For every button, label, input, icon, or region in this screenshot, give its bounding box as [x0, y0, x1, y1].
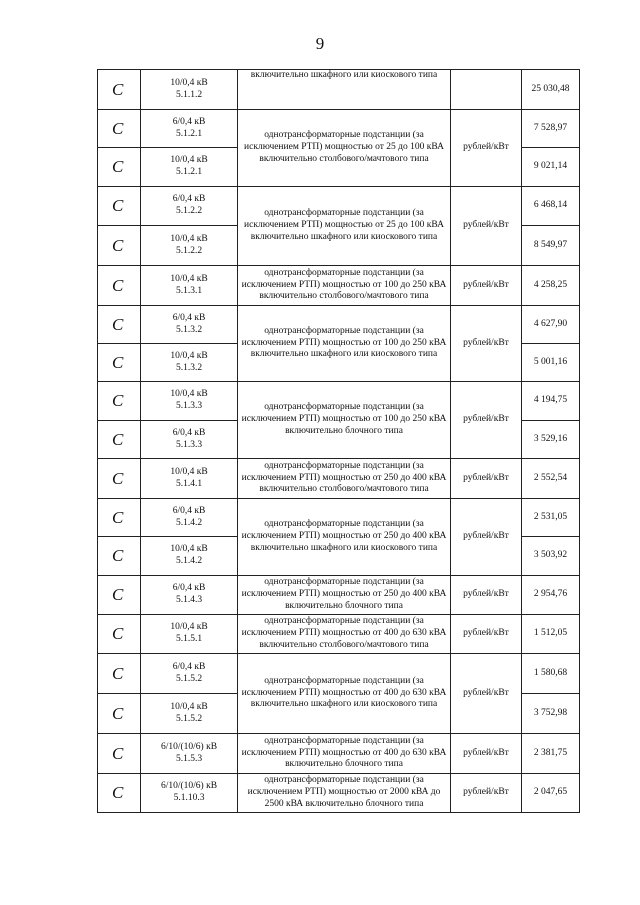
code-cell: 10/0,4 кВ 5.1.4.1	[141, 459, 238, 499]
value-cell: 9 021,14	[522, 148, 580, 187]
value-cell: 4 258,25	[522, 266, 580, 306]
value-cell: 2 531,05	[522, 499, 580, 537]
category-cell: C	[98, 537, 141, 576]
value-cell: 3 529,16	[522, 421, 580, 459]
unit-cell: рублей/кВт	[451, 187, 522, 266]
code-cell: 6/0,4 кВ 5.1.4.2	[141, 499, 238, 537]
description-cell: однотрансформаторные подстанции (за исключением РТП) мощностью от 100 до 250 кВА включительно блочного типа	[238, 382, 451, 459]
value-cell: 2 954,76	[522, 576, 580, 615]
table-row	[98, 382, 580, 421]
category-cell: C	[98, 226, 141, 266]
category-cell: C	[98, 615, 141, 654]
code-cell: 10/0,4 кВ 5.1.2.2	[141, 226, 238, 266]
code-cell: 6/10/(10/6) кВ 5.1.10.3	[141, 774, 238, 813]
code-cell: 10/0,4 кВ 5.1.3.3	[141, 382, 238, 421]
table-row	[98, 70, 580, 110]
description-cell: однотрансформаторные подстанции (за исключением РТП) мощностью от 400 до 630 кВА включительно блочного типа	[238, 734, 451, 774]
code-cell: 6/0,4 кВ 5.1.3.2	[141, 306, 238, 344]
description-cell: однотрансформаторные подстанции (за исключением РТП) мощностью от 25 до 100 кВА включительно столбового/мачтового типа	[238, 110, 451, 187]
code-cell: 10/0,4 кВ 5.1.4.2	[141, 537, 238, 576]
description-cell: включительно шкафного или киоскового типа	[238, 70, 451, 110]
category-cell: C	[98, 382, 141, 421]
table-row	[98, 615, 580, 654]
category-cell: C	[98, 774, 141, 813]
value-cell: 1 580,68	[522, 654, 580, 694]
value-cell: 2 552,54	[522, 459, 580, 499]
unit-cell: рублей/кВт	[451, 306, 522, 382]
description-cell: однотрансформаторные подстанции (за исключением РТП) мощностью от 100 до 250 кВА включительно шкафного или киоскового типа	[238, 306, 451, 382]
code-cell: 6/0,4 кВ 5.1.5.2	[141, 654, 238, 694]
value-cell: 8 549,97	[522, 226, 580, 266]
description-cell: однотрансформаторные подстанции (за исключением РТП) мощностью от 250 до 400 кВА включительно шкафного или киоскового типа	[238, 499, 451, 576]
description-cell: однотрансформаторные подстанции (за исключением РТП) мощностью от 25 до 100 кВА включительно шкафного или киоскового типа	[238, 187, 451, 266]
code-cell: 10/0,4 кВ 5.1.1.2	[141, 70, 238, 110]
value-cell: 4 194,75	[522, 382, 580, 421]
value-cell: 2 381,75	[522, 734, 580, 774]
table-row	[98, 774, 580, 813]
value-cell: 3 752,98	[522, 694, 580, 734]
value-cell: 6 468,14	[522, 187, 580, 226]
table-row	[98, 734, 580, 774]
code-cell: 6/0,4 кВ 5.1.2.1	[141, 110, 238, 148]
unit-cell: рублей/кВт	[451, 615, 522, 654]
value-cell: 2 047,65	[522, 774, 580, 813]
rates-table	[97, 69, 580, 813]
unit-cell: рублей/кВт	[451, 576, 522, 615]
code-cell: 10/0,4 кВ 5.1.3.2	[141, 344, 238, 382]
code-cell: 6/0,4 кВ 5.1.4.3	[141, 576, 238, 615]
value-cell: 4 627,90	[522, 306, 580, 344]
description-cell: однотрансформаторные подстанции (за исключением РТП) мощностью от 100 до 250 кВА включительно столбового/мачтового типа	[238, 266, 451, 306]
category-cell: C	[98, 421, 141, 459]
table-row	[98, 110, 580, 148]
code-cell: 6/0,4 кВ 5.1.3.3	[141, 421, 238, 459]
table-row	[98, 576, 580, 615]
code-cell: 10/0,4 кВ 5.1.3.1	[141, 266, 238, 306]
value-cell: 5 001,16	[522, 344, 580, 382]
page-number: 9	[315, 34, 325, 53]
code-cell: 6/0,4 кВ 5.1.2.2	[141, 187, 238, 226]
unit-cell: рублей/кВт	[451, 459, 522, 499]
table-row	[98, 459, 580, 499]
table-row	[98, 187, 580, 226]
unit-cell: рублей/кВт	[451, 266, 522, 306]
unit-cell: рублей/кВт	[451, 382, 522, 459]
category-cell: C	[98, 148, 141, 187]
value-cell: 25 030,48	[522, 70, 580, 110]
category-cell: C	[98, 734, 141, 774]
category-cell: C	[98, 266, 141, 306]
table-row	[98, 266, 580, 306]
unit-cell: рублей/кВт	[451, 110, 522, 187]
category-cell: C	[98, 654, 141, 694]
category-cell: C	[98, 499, 141, 537]
code-cell: 6/10/(10/6) кВ 5.1.5.3	[141, 734, 238, 774]
unit-cell: рублей/кВт	[451, 774, 522, 813]
unit-cell: рублей/кВт	[451, 654, 522, 734]
description-cell: однотрансформаторные подстанции (за исключением РТП) мощностью от 400 до 630 кВА включительно шкафного или киоскового типа	[238, 654, 451, 734]
category-cell: C	[98, 70, 141, 110]
code-cell: 10/0,4 кВ 5.1.5.1	[141, 615, 238, 654]
description-cell: однотрансформаторные подстанции (за исключением РТП) мощностью от 250 до 400 кВА включительно столбового/мачтового типа	[238, 459, 451, 499]
category-cell: C	[98, 110, 141, 148]
category-cell: C	[98, 576, 141, 615]
category-cell: C	[98, 344, 141, 382]
value-cell: 1 512,05	[522, 615, 580, 654]
category-cell: C	[98, 694, 141, 734]
table-row	[98, 306, 580, 344]
table-row	[98, 654, 580, 694]
category-cell: C	[98, 306, 141, 344]
table-row	[98, 499, 580, 537]
value-cell: 7 528,97	[522, 110, 580, 148]
description-cell: однотрансформаторные подстанции (за исключением РТП) мощностью от 2000 кВА до 2500 кВА включительно блочного типа	[238, 774, 451, 813]
category-cell: C	[98, 459, 141, 499]
value-cell: 3 503,92	[522, 537, 580, 576]
description-cell: однотрансформаторные подстанции (за исключением РТП) мощностью от 400 до 630 кВА включительно столбового/мачтового типа	[238, 615, 451, 654]
code-cell: 10/0,4 кВ 5.1.5.2	[141, 694, 238, 734]
code-cell: 10/0,4 кВ 5.1.2.1	[141, 148, 238, 187]
unit-cell	[451, 70, 522, 110]
unit-cell: рублей/кВт	[451, 734, 522, 774]
description-cell: однотрансформаторные подстанции (за исключением РТП) мощностью от 250 до 400 кВА включительно блочного типа	[238, 576, 451, 615]
category-cell: C	[98, 187, 141, 226]
unit-cell: рублей/кВт	[451, 499, 522, 576]
